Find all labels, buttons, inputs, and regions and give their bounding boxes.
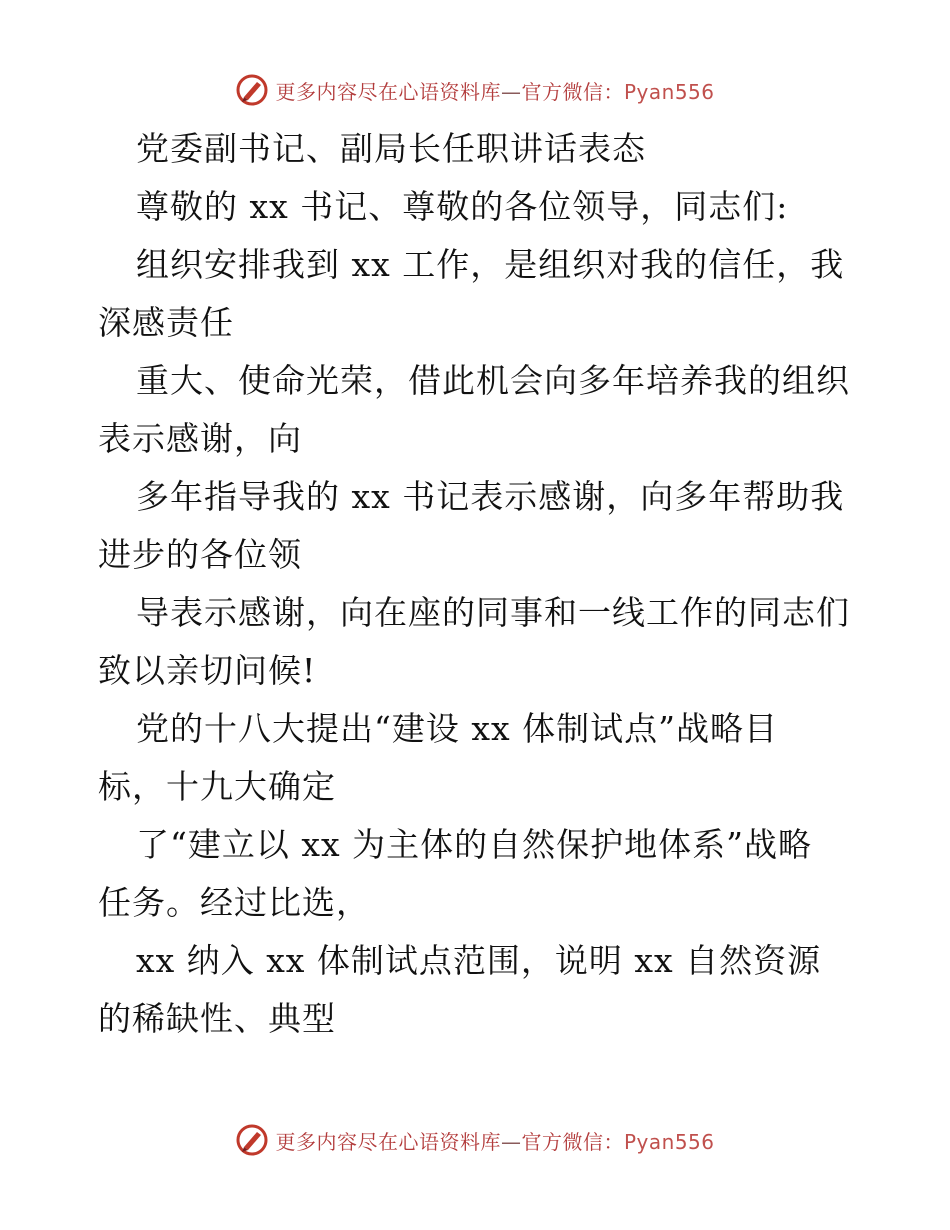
text-line: 标，十九大确定 <box>98 767 336 806</box>
banner-official: 官方微信： <box>521 79 624 104</box>
text-line: 尊敬的 xx 书记、尊敬的各位领导，同志们: <box>136 187 789 226</box>
pen-logo-icon <box>235 73 269 107</box>
text-line: 任务。经过比选， <box>98 883 370 922</box>
banner-prefix: 更多内容尽在心语资料库 <box>275 79 501 104</box>
banner-account: Pyan556 <box>623 1129 715 1154</box>
text-line: 多年指导我的 xx 书记表示感谢，向多年帮助我 <box>136 477 845 516</box>
text-line: 导表示感谢，向在座的同事和一线工作的同志们 <box>136 593 850 632</box>
text-line: 了“建立以 xx 为主体的自然保护地体系”战略 <box>136 825 812 864</box>
document-title: 党委副书记、副局长任职讲话表态 <box>136 129 646 168</box>
pen-logo-icon <box>235 1123 269 1157</box>
banner-separator: — <box>500 1129 522 1154</box>
text-line: 组织安排我到 xx 工作，是组织对我的信任，我 <box>136 245 845 284</box>
banner-text <box>275 1126 714 1155</box>
header-banner <box>0 70 950 110</box>
footer-banner <box>0 1120 950 1160</box>
banner-prefix: 更多内容尽在心语资料库 <box>275 1129 501 1154</box>
text-line: 深感责任 <box>98 303 234 342</box>
banner-account: Pyan556 <box>623 79 715 104</box>
text-line: 致以亲切问候! <box>98 651 317 690</box>
banner-text <box>275 76 714 105</box>
text-line: 表示感谢，向 <box>98 419 302 458</box>
document-body <box>98 120 858 1048</box>
text-line: 党的十八大提出“建设 xx 体制试点”战略目 <box>136 709 778 748</box>
banner-separator: — <box>500 79 522 104</box>
text-line: 的稀缺性、典型 <box>98 999 336 1038</box>
text-line: xx 纳入 xx 体制试点范围，说明 xx 自然资源 <box>136 941 822 980</box>
banner-official: 官方微信： <box>521 1129 624 1154</box>
text-line: 重大、使命光荣，借此机会向多年培养我的组织 <box>136 361 850 400</box>
text-line: 进步的各位领 <box>98 535 302 574</box>
